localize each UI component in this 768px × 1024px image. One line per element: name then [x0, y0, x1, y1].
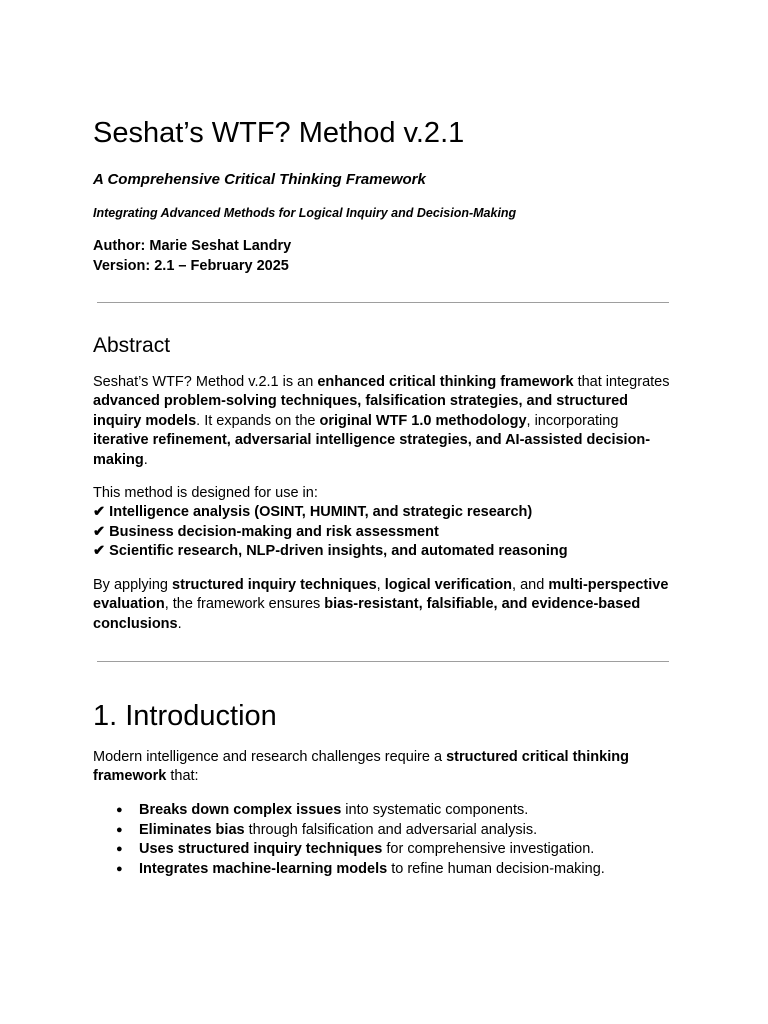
document-title: Seshat’s WTF? Method v.2.1 — [93, 117, 465, 149]
document-meta — [93, 237, 291, 276]
list-item: ● Breaks down complex issues into systematic components. — [93, 801, 605, 821]
abstract-paragraph: Seshat’s WTF? Method v.2.1 is an enhanced critical thinking framework that integrates advanced problem-solving techniques, falsification strategies, and structured inquiry models. It expands on the original WTF 1.0 methodology, incorporating iterative refinement, adversarial intelligence strategies, and AI-assisted decision-making. — [93, 374, 670, 468]
section-divider — [97, 302, 669, 303]
document-tagline: Integrating Advanced Methods for Logical Inquiry and Decision-Making — [93, 206, 517, 220]
use-case-item: ✔ Scientific research, NLP-driven insights, and automated reasoning — [93, 543, 568, 560]
introduction-paragraph: Modern intelligence and research challenges require a structured critical thinking framework that: — [93, 749, 629, 785]
bullet-icon: ● — [116, 804, 123, 816]
use-case-item: ✔ Business decision-making and risk assessment — [93, 523, 439, 540]
document-subtitle: A Comprehensive Critical Thinking Framework — [93, 171, 426, 188]
abstract-heading: Abstract — [93, 334, 171, 357]
section-divider — [97, 661, 669, 662]
introduction-heading: 1. Introduction — [93, 700, 277, 732]
introduction-bullet-list — [93, 801, 605, 879]
author-line: Author: Marie Seshat Landry — [93, 238, 292, 254]
use-case-item: ✔ Intelligence analysis (OSINT, HUMINT, and strategic research) — [93, 504, 533, 521]
use-cases-intro: This method is designed for use in: — [93, 485, 318, 501]
list-item: ● Uses structured inquiry techniques for comprehensive investigation. — [93, 840, 605, 860]
version-line: Version: 2.1 – February 2025 — [93, 257, 289, 274]
list-item: ● Eliminates bias through falsification and adversarial analysis. — [93, 821, 605, 841]
use-cases-block — [93, 484, 673, 562]
bullet-icon: ● — [116, 843, 123, 855]
bullet-icon: ● — [116, 823, 123, 836]
abstract-conclusion-paragraph: By applying structured inquiry techniques, logical verification, and multi-perspective evaluation, the framework ensures bias-resistant, falsifiable, and evidence-based conclusions. — [93, 577, 669, 632]
bullet-icon: ● — [116, 862, 123, 875]
list-item: ● Integrates machine-learning models to refine human decision-making. — [93, 860, 605, 880]
